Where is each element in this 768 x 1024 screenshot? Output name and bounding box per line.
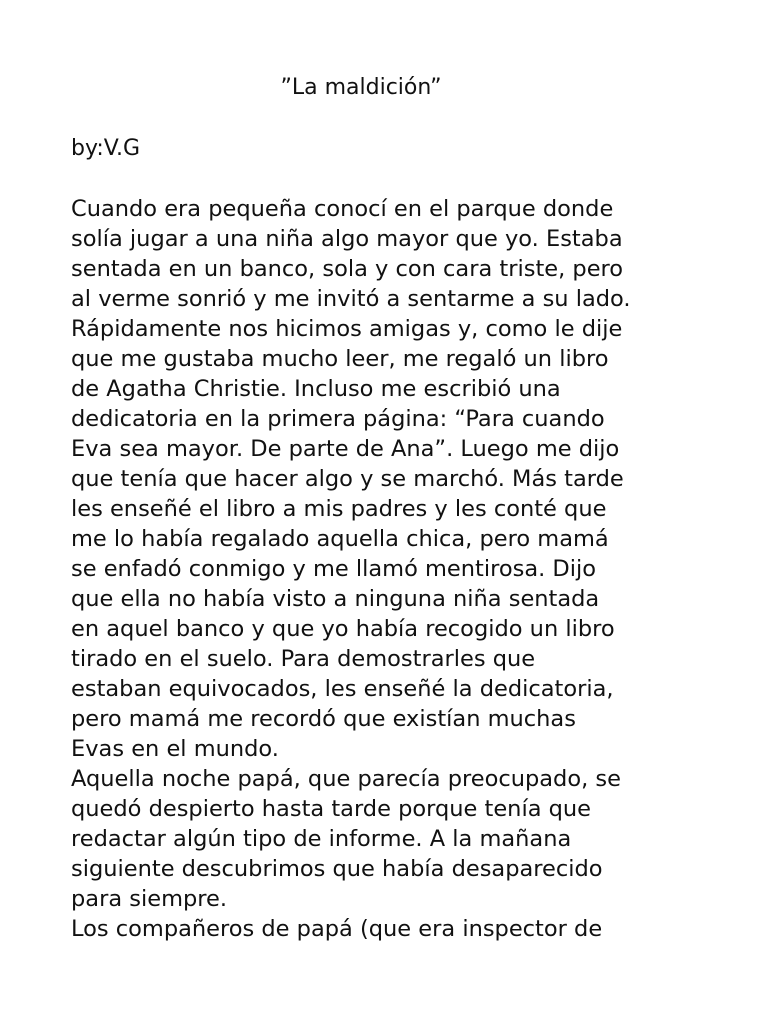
text-line: Evas en el mundo. xyxy=(71,736,279,762)
text-line: tirado en el suelo. Para demostrarles que xyxy=(71,646,536,672)
text-line: sentada en un banco, sola y con cara triste, pero xyxy=(71,256,624,282)
text-line: quedó despierto hasta tarde porque tenía que xyxy=(71,796,592,822)
text-line: se enfadó conmigo y me llamó mentirosa. Dijo xyxy=(71,556,597,582)
text-line: al verme sonrió y me invitó a sentarme a su lado. xyxy=(71,286,631,312)
text-line: pero mamá me recordó que existían muchas xyxy=(71,706,576,732)
text-line: que ella no había visto a ninguna niña sentada xyxy=(71,586,600,612)
text-line: redactar algún tipo de informe. A la mañana xyxy=(71,826,572,852)
document-author: by:V.G xyxy=(71,136,141,161)
text-line: me lo había regalado aquella chica, pero mamá xyxy=(71,526,609,552)
text-line: que me gustaba mucho leer, me regaló un libro xyxy=(71,346,609,372)
text-line: en aquel banco y que yo había recogido un libro xyxy=(71,616,615,642)
text-line: siguiente descubrimos que había desaparecido xyxy=(71,856,603,882)
document-title: ”La maldición” xyxy=(280,75,442,100)
text-line: dedicatoria en la primera página: “Para cuando xyxy=(71,406,605,432)
text-line: que tenía que hacer algo y se marchó. Más tarde xyxy=(71,466,624,492)
text-line: Cuando era pequeña conocí en el parque donde xyxy=(71,196,614,222)
text-line: estaban equivocados, les enseñé la dedicatoria, xyxy=(71,676,614,702)
text-line: Eva sea mayor. De parte de Ana”. Luego me dijo xyxy=(71,436,620,462)
text-line: Los compañeros de papá (que era inspector de xyxy=(71,916,603,942)
text-line: para siempre. xyxy=(71,886,228,912)
text-line: les enseñé el libro a mis padres y les conté que xyxy=(71,496,607,522)
text-line: solía jugar a una niña algo mayor que yo. Estaba xyxy=(71,226,623,252)
document-body xyxy=(71,194,761,944)
text-line: de Agatha Christie. Incluso me escribió una xyxy=(71,376,561,402)
text-line: Aquella noche papá, que parecía preocupado, se xyxy=(71,766,621,792)
text-line: Rápidamente nos hicimos amigas y, como le dije xyxy=(71,316,623,342)
